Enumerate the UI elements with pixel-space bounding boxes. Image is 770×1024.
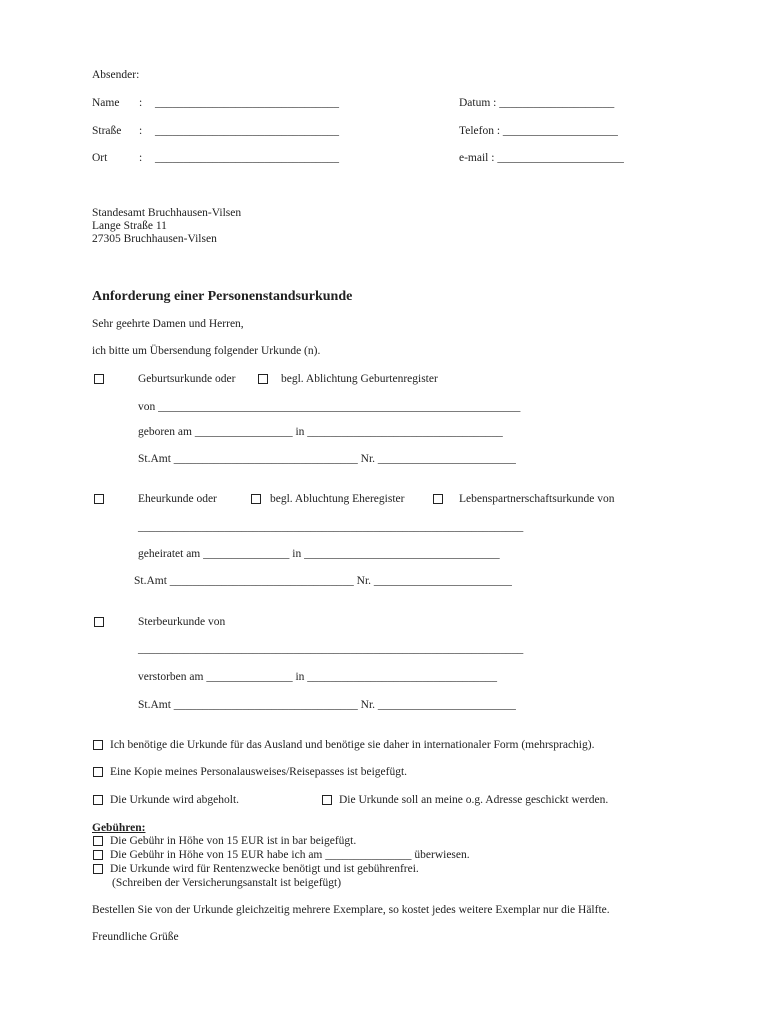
abroad-checkbox[interactable] [93, 740, 103, 750]
marriage-option-label: Eheurkunde oder [138, 493, 217, 505]
death-checkbox[interactable] [94, 617, 104, 627]
street-colon: : [139, 125, 143, 137]
name-label: Name [92, 97, 120, 109]
fee-transfer-checkbox[interactable] [93, 850, 103, 860]
birth-register-label: begl. Ablichtung Geburtenregister [281, 373, 438, 385]
partnership-checkbox[interactable] [433, 494, 443, 504]
city-field[interactable]: ________________________________ [155, 152, 339, 164]
sender-label: Absender: [92, 69, 140, 81]
fee-cash-checkbox[interactable] [93, 836, 103, 846]
recipient-line2: Lange Straße 11 [92, 220, 167, 232]
recipient-line1: Standesamt Bruchhausen-Vilsen [92, 207, 242, 219]
fee-pension-checkbox[interactable] [93, 864, 103, 874]
pickup-label: Die Urkunde wird abgeholt. [110, 794, 240, 806]
send-label: Die Urkunde soll an meine o.g. Adresse geschickt werden. [339, 794, 609, 806]
marriage-stamt-field[interactable]: St.Amt ________________________________ Nr. ________________________ [134, 575, 512, 587]
street-field[interactable]: ________________________________ [155, 125, 339, 137]
birth-von-field[interactable]: von _______________________________________________________________ [138, 401, 521, 413]
phone-field[interactable]: Telefon : ____________________ [459, 125, 618, 137]
birth-geboren-field[interactable]: geboren am _________________ in __________________________________ [138, 426, 503, 438]
street-label: Straße [92, 125, 122, 137]
marriage-name-field[interactable]: ___________________________________________________________________ [138, 521, 524, 533]
partnership-label: Lebenspartnerschaftsurkunde von [459, 493, 615, 505]
date-field[interactable]: Datum : ____________________ [459, 97, 615, 109]
greeting: Sehr geehrte Damen und Herren, [92, 318, 244, 330]
abroad-label: Ich benötige die Urkunde für das Ausland und benötige sie daher in internationaler Form (mehrsprachig). [110, 739, 595, 751]
death-stamt-field[interactable]: St.Amt ________________________________ Nr. ________________________ [138, 699, 516, 711]
birth-register-checkbox[interactable] [258, 374, 268, 384]
email-field[interactable]: e-mail : ______________________ [459, 152, 624, 164]
city-label: Ort [92, 152, 108, 164]
name-field[interactable]: ________________________________ [155, 97, 339, 109]
multiple-copies-note: Bestellen Sie von der Urkunde gleichzeitig mehrere Exemplare, so kostet jedes weitere Exemplar nur die Hälfte. [92, 904, 610, 916]
fee-pension-note: (Schreiben der Versicherungsanstalt ist beigefügt) [112, 877, 342, 889]
birth-stamt-field[interactable]: St.Amt ________________________________ Nr. ________________________ [138, 453, 516, 465]
pickup-checkbox[interactable] [93, 795, 103, 805]
marriage-geheiratet-field[interactable]: geheiratet am _______________ in __________________________________ [138, 548, 500, 560]
fee-pension-label: Die Urkunde wird für Rentenzwecke benötigt und ist gebührenfrei. [110, 863, 419, 875]
marriage-register-checkbox[interactable] [251, 494, 261, 504]
birth-option-label: Geburtsurkunde oder [138, 373, 236, 385]
death-name-field[interactable]: ___________________________________________________________________ [138, 643, 524, 655]
name-colon: : [139, 97, 143, 109]
fee-transfer-label: Die Gebühr in Höhe von 15 EUR habe ich am _______________ überwiesen. [110, 849, 470, 861]
send-checkbox[interactable] [322, 795, 332, 805]
page-title: Anforderung einer Personenstandsurkunde [92, 289, 353, 304]
fee-cash-label: Die Gebühr in Höhe von 15 EUR ist in bar beigefügt. [110, 835, 357, 847]
copy-label: Eine Kopie meines Personalausweises/Reisepasses ist beigefügt. [110, 766, 408, 778]
marriage-register-label: begl. Abluchtung Eheregister [270, 493, 405, 505]
fees-heading: Gebühren: [92, 822, 146, 834]
recipient-line3: 27305 Bruchhausen-Vilsen [92, 233, 217, 245]
closing: Freundliche Grüße [92, 931, 179, 943]
marriage-checkbox[interactable] [94, 494, 104, 504]
birth-checkbox[interactable] [94, 374, 104, 384]
death-option-label: Sterbeurkunde von [138, 616, 226, 628]
copy-checkbox[interactable] [93, 767, 103, 777]
death-verstorben-field[interactable]: verstorben am _______________ in _________________________________ [138, 671, 498, 683]
city-colon: : [139, 152, 143, 164]
intro-text: ich bitte um Übersendung folgender Urkunde (n). [92, 345, 321, 357]
